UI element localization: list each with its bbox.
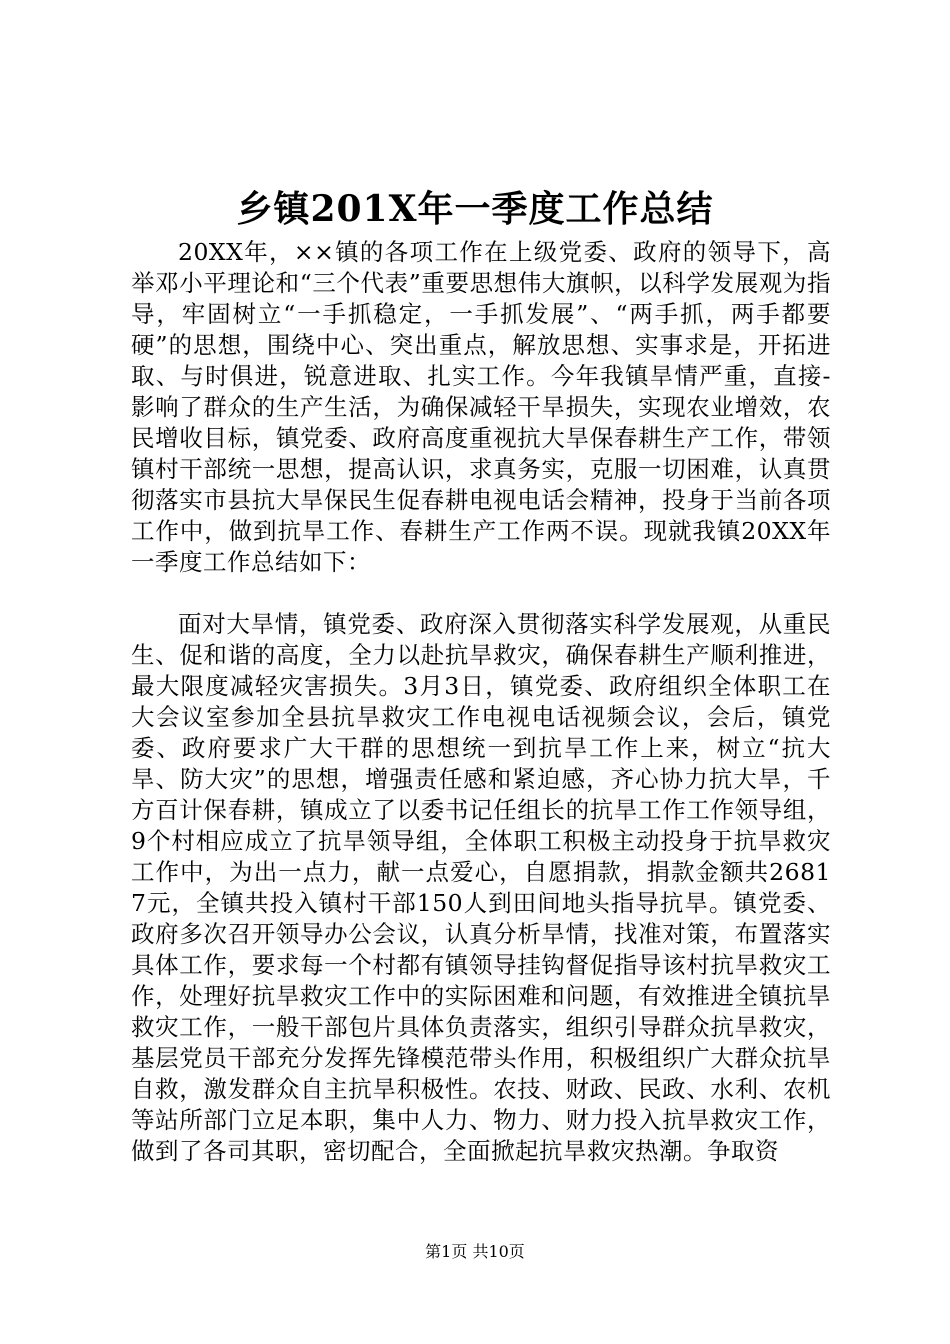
- paragraph-intro: 20XX年，××镇的各项工作在上级党委、政府的领导下，高举邓小平理论和“三个代表”重要思想伟大旗帜，以科学发展观为指导，牢固树立“一手抓稳定，一手抓发展”、“两手抓，两手都要硬”的思想，围绕中心、突出重点，解放思想、实事求是，开拓进取、与时俱进，锐意进取、扎实工作。今年我镇旱情严重，直接-影响了群众的生产生活，为确保减轻干旱损失，实现农业增效，农民增收目标，镇党委、政府高度重视抗大旱保春耕生产工作，带领镇村干部统一思想，提高认识，求真务实，克服一切困难，认真贯彻落实市县抗大旱保民生促春耕电视电话会精神，投身于当前各项工作中，做到抗旱工作、春耕生产工作两不误。现就我镇20XX年一季度工作总结如下：: [131, 238, 831, 576]
- document-title: 乡镇201X年一季度工作总结: [236, 188, 714, 230]
- page-number-footer: 第1页 共10页: [425, 1242, 525, 1261]
- document-body: [131, 237, 831, 1167]
- paragraph-drought-relief: 面对大旱情，镇党委、政府深入贯彻落实科学发展观，从重民生、促和谐的高度，全力以赴抗旱救灾，确保春耕生产顺利推进，最大限度减轻灾害损失。3月3日，镇党委、政府组织全体职工在大会议室参加全县抗旱救灾工作电视电话视频会议，会后，镇党委、政府要求广大干群的思想统一到抗旱工作上来，树立“抗大旱、防大灾”的思想，增强责任感和紧迫感，齐心协力抗大旱，千方百计保春耕，镇成立了以委书记任组长的抗旱工作工作领导组，9个村相应成立了抗旱领导组，全体职工积极主动投身于抗旱救灾工作中，为出一点力，献一点爱心，自愿捐款，捐款金额共26817元，全镇共投入镇村干部150人到田间地头指导抗旱。镇党委、政府多次召开领导办公会议，认真分析旱情，找准对策，布置落实具体工作，要求每一个村都有镇领导挂钩督促指导该村抗旱救灾工作，处理好抗旱救灾工作中的实际困难和问题，有效推进全镇抗旱救灾工作，一般干部包片具体负责落实，组织引导群众抗旱救灾，基层党员干部充分发挥先锋模范带头作用，积极组织广大群众抗旱自救，激发群众自主抗旱积极性。农技、财政、民政、水利、农机等站所部门立足本职，集中人力、物力、财力投入抗旱救灾工作，做到了各司其职，密切配合，全面掀起抗旱救灾热潮。争取资: [131, 610, 831, 1165]
